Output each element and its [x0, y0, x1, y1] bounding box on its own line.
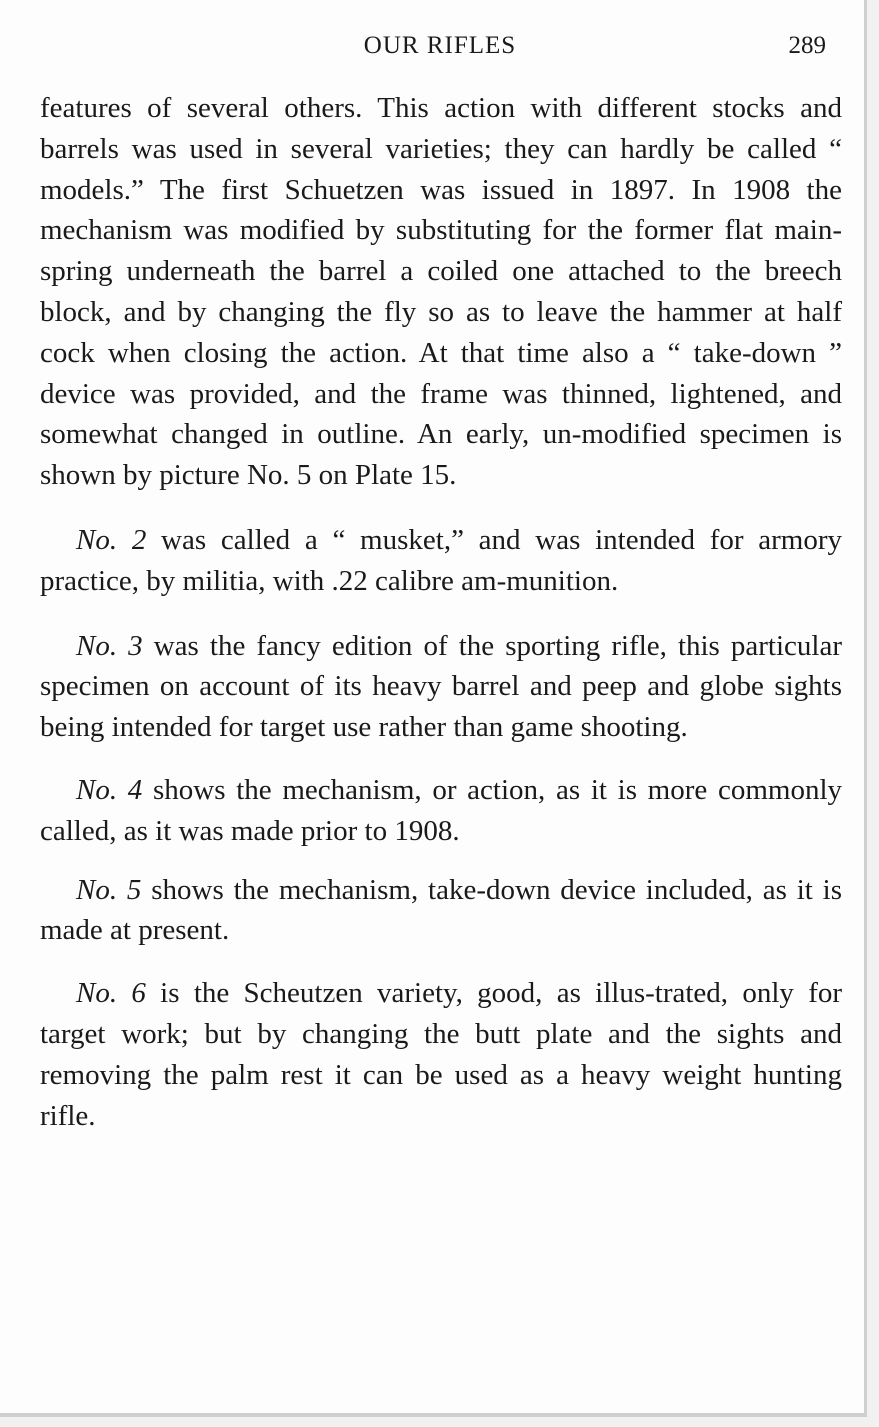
- paragraph-no-4: [40, 770, 842, 852]
- paragraph-no-6: [40, 973, 842, 1136]
- paragraph-text: was the fancy edition of the sporting rifle, this particular specimen on account of its heavy barrel and peep and globe sights being intended for target use rather than game shooting.: [40, 629, 843, 744]
- item-lead: No. 5: [76, 873, 142, 906]
- item-lead: No. 3: [76, 629, 143, 662]
- paragraph-text: was called a “ musket,” and was intended for armory practice, by militia, with .22 calibre am-munition.: [40, 523, 842, 597]
- page-body: [40, 88, 842, 1136]
- paragraph-no-2: [40, 520, 842, 602]
- page-number: 289: [788, 32, 826, 59]
- item-lead: No. 6: [76, 977, 146, 1010]
- paragraph-no-3: [40, 626, 842, 748]
- paragraph-no-5: [40, 870, 842, 952]
- paragraph-text: shows the mechanism, take-down device included, as it is made at present.: [40, 873, 843, 947]
- item-lead: No. 2: [76, 523, 147, 556]
- paragraph-text: shows the mechanism, or action, as it is more commonly called, as it was made prior to 1908.: [40, 773, 843, 847]
- running-header-title: OUR RIFLES: [363, 32, 517, 59]
- item-lead: No. 4: [76, 773, 143, 806]
- paragraph-text: features of several others. This action with different stocks and barrels was used in several varieties; they can hardly be called “ models.” The first Schuetzen was issued in 1897. In 1908 the mechanism was modified by substituting for the former flat main-spring underneath the barrel a coiled one attached to the breech block, and by changing the fly so as to leave the hammer at half cock when closing the action. At that time also a “ take-down ” device was provided, and the frame was thinned, lightened, and somewhat changed in outline. An early, un-modified specimen is shown by picture No. 5 on Plate 15.: [40, 92, 842, 492]
- paragraph-continued: [40, 88, 842, 496]
- paragraph-text: is the Scheutzen variety, good, as illus-trated, only for target work; but by changing the butt plate and the sights and removing the palm rest it can be used as a heavy weight hunting rifle.: [40, 977, 843, 1132]
